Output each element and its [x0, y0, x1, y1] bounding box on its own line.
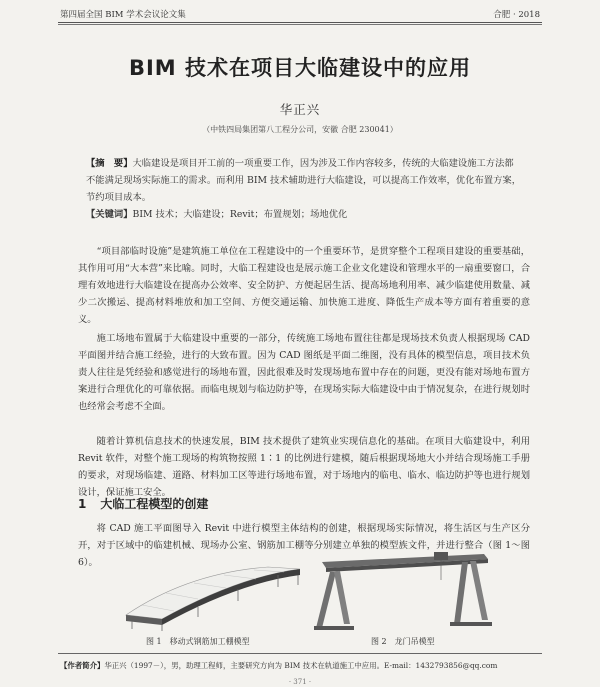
author-affiliation: （中铁四局集团第八工程分公司，安徽 合肥 230041）	[202, 125, 398, 134]
paper-title: BIM 技术在项目大临建设中的应用	[128, 56, 472, 80]
section-number: 1	[78, 497, 87, 511]
footnote-text: 华正兴（1997－），男，助理工程师，主要研究方向为 BIM 技术在轨道施工中应用。E-mail：1432793856@qq.com	[104, 661, 498, 670]
crane-left-leg-back	[334, 571, 350, 624]
abstract-label: 【摘 要】	[86, 158, 133, 169]
crane-right-base	[450, 622, 492, 626]
running-header-left: 第四届全国 BIM 学术会议论文集	[60, 10, 186, 20]
figure-2-gantry-crane-model	[312, 550, 494, 635]
figure-1-shed-model	[118, 555, 308, 635]
crane-left-base	[314, 626, 354, 630]
section-title: 大临工程模型的创建	[100, 497, 209, 511]
crane-right-leg-back	[470, 561, 488, 620]
crane-left-leg-front	[316, 572, 336, 628]
body-paragraph-1: “项目部临时设施”是建筑施工单位在工程建设中的一个重要环节，是贯穿整个工程项目建设的重要基础，其作用可用“大本营”来比喻。同时，大临工程建设也是展示施工企业文化建设和管理水平的一扇重要窗口，合理有效地进行大临建设在提高办公效率、安全防护、方便起居生活、提高场地利用率、减少临建使用数量、减少二次搬运、提高材料堆放和加工空间、方便交通运输、加快施工进度、降低生产成本等方面有着重要的意义。	[78, 246, 530, 326]
keywords-label: 【关键词】	[86, 209, 133, 220]
section-heading-1	[78, 495, 208, 512]
figure-1-caption: 图 1 移动式钢筋加工棚模型	[146, 637, 250, 646]
body-paragraph-2: 施工场地布置属于大临建设中重要的一部分，传统施工场地布置往往都是现场技术负责人根据现场 CAD 平面图并结合施工经验，进行的大致布置。因为 CAD 图纸是平面二维图，没有具体的模型信息，项目技术负责人往往是凭经验和感觉进行的场地布置，因此很难及时发现场地布置中存在的问题，更没有能对场地布置方案进行合理优化的可靠依据。而临电规划与临边防护等，在现场实际大临建设中由于情况复杂，在进行规划时也经常会考虑不全面。	[78, 333, 530, 413]
footnote-rule	[58, 653, 542, 654]
abstract	[86, 155, 522, 206]
header-rule-double	[58, 24, 542, 25]
figure-2-caption: 图 2 龙门吊模型	[371, 637, 435, 646]
keywords-text: BIM 技术；大临建设；Revit；布置规划；场地优化	[132, 209, 348, 220]
body-paragraph-4: 将 CAD 施工平面图导入 Revit 中进行模型主体结构的创建，根据现场实际情况，将生活区与生产区分开，对于区域中的临建机械、现场办公室、钢筋加工棚等分别建立单独的模型族文件，并进行整合（图 1～图 6）。	[78, 523, 530, 569]
crane-trolley	[434, 552, 448, 560]
footnote-label: 【作者简介】	[60, 661, 105, 670]
running-header-right: 合肥 · 2018	[493, 10, 540, 20]
author-bio-footnote	[60, 660, 542, 671]
body-paragraph-3: 随着计算机信息技术的快速发展，BIM 技术提供了建筑业实现信息化的基础。在项目大临建设中，利用 Revit 软件，对整个施工现场的构筑物按照 1∶1 的比例进行建模，随后根据现场地大小并结合现场施工手册的要求，对现场临建、道路、材料加工区等进行场地布置，对于场地内的临电、临水、临边防护等也进行规划设计，保证施工安全。	[78, 436, 530, 499]
abstract-text: 大临建设是项目开工前的一项重要工作，因为涉及工作内容较多，传统的大临建设施工方法都不能满足现场实际施工的需求。而利用 BIM 技术辅助进行大临建设，可以提高工作效率，优化布置方案，节约项目成本。	[86, 158, 521, 203]
keywords	[86, 207, 522, 222]
page-number: · 371 ·	[288, 678, 312, 686]
running-header	[60, 8, 540, 20]
crane-right-leg-front	[454, 562, 468, 624]
header-rule	[58, 22, 542, 23]
author-name: 华正兴	[279, 102, 321, 117]
